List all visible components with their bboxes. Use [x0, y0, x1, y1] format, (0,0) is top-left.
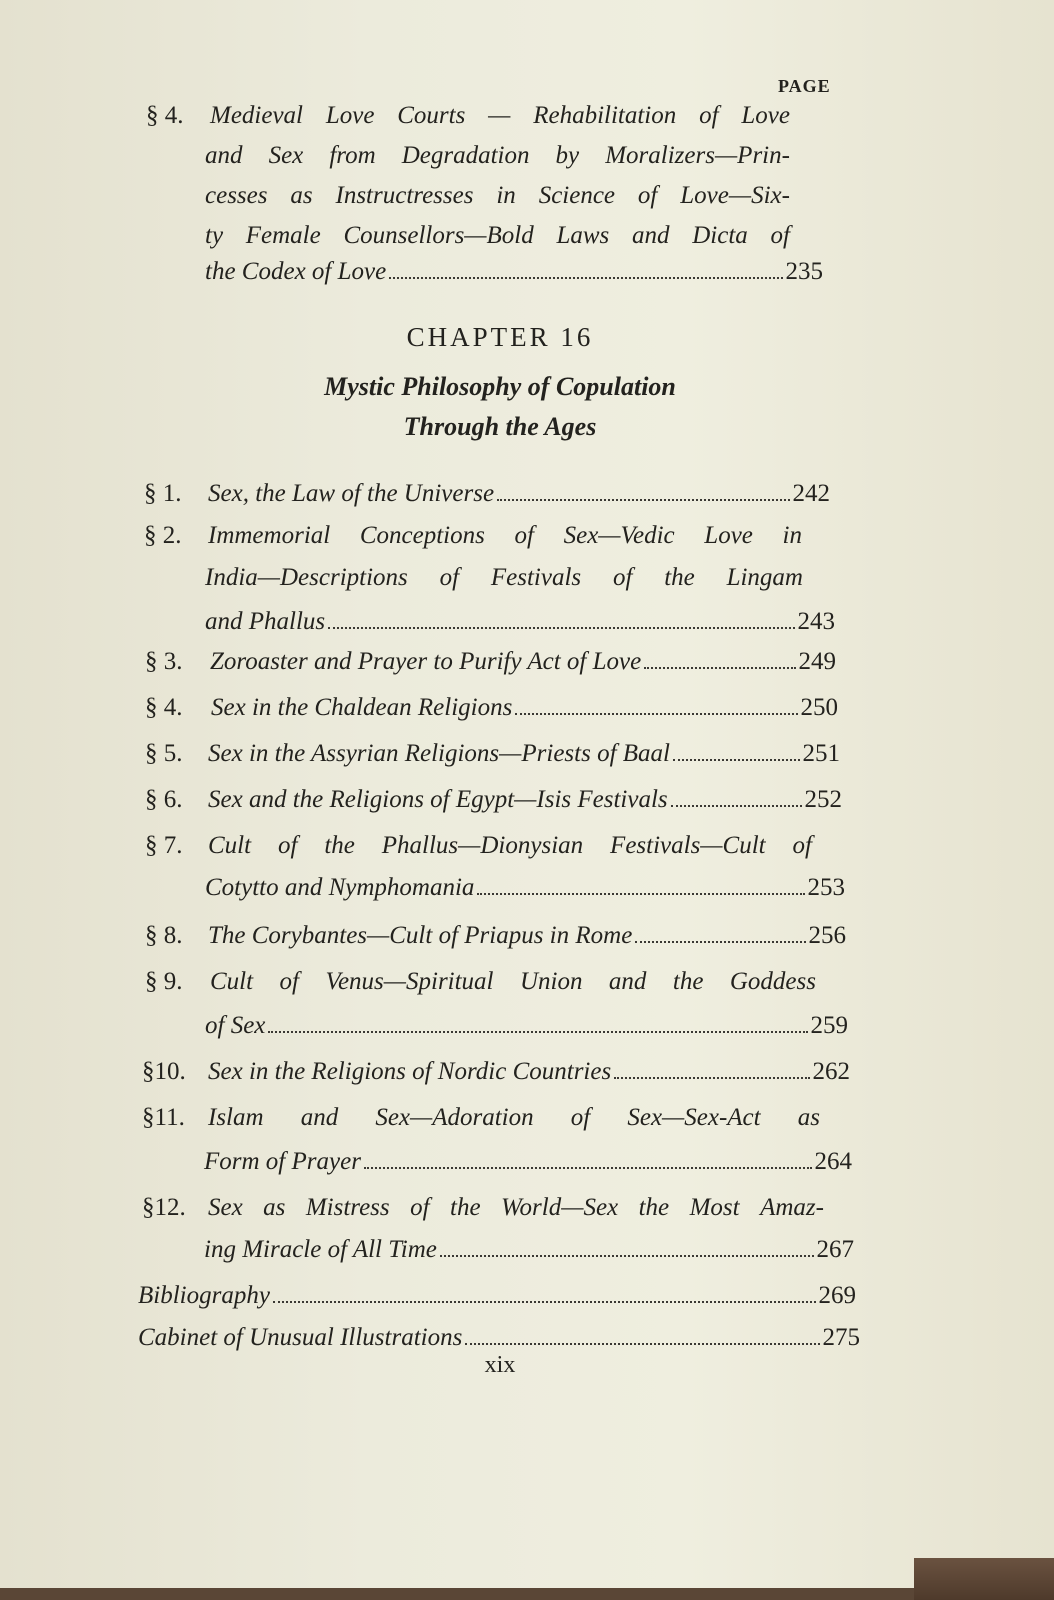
entry-line-with-leader: and Phallus 243 [205, 602, 835, 642]
word: Sex—Vedic [563, 522, 675, 549]
entry-line-with-leader: ing Miracle of All Time 267 [204, 1230, 854, 1270]
entry-line [208, 826, 812, 866]
entry-line [208, 1188, 824, 1228]
word: Amaz- [760, 1194, 824, 1221]
section-number: § 1. [144, 480, 182, 507]
word: Counsellors—Bold [343, 222, 534, 249]
word: Laws [556, 222, 610, 249]
word: Phallus—Dionysian [381, 832, 584, 859]
page-number: 250 [800, 694, 838, 721]
word: in [496, 182, 516, 209]
dot-leader [497, 499, 789, 501]
section-number: §12. [142, 1194, 186, 1221]
word: Moralizers—Prin- [605, 142, 790, 169]
word: from [329, 142, 376, 169]
word: World—Sex [501, 1194, 619, 1221]
page-number: 262 [812, 1058, 850, 1085]
word: Festivals—Cult [610, 832, 766, 859]
word: Love [704, 522, 753, 549]
entry-line [210, 96, 790, 136]
word: and [205, 142, 243, 169]
word: Cult [210, 968, 254, 995]
word: Degradation [401, 142, 530, 169]
word: Mistress [305, 1194, 390, 1221]
word: — [488, 102, 511, 129]
page-number: 243 [797, 608, 835, 635]
word: the [324, 832, 355, 859]
word: Medieval [210, 102, 304, 129]
word: Love [325, 102, 375, 129]
dot-leader [273, 1301, 816, 1303]
word: Rehabilitation [533, 102, 677, 129]
word: Science [538, 182, 616, 209]
word: Love [741, 102, 790, 129]
entry-line-with-leader: Sex in the Chaldean Religions 250 [211, 688, 838, 728]
section-number: § 4. [145, 694, 183, 721]
word: Courts [397, 102, 466, 129]
word: Conceptions [359, 522, 485, 549]
section-number: §11. [142, 1104, 185, 1131]
section-number: § 9. [145, 968, 183, 995]
page-number: 269 [818, 1282, 856, 1309]
section-number: § 5. [145, 740, 183, 767]
page-folio: xix [484, 1352, 516, 1378]
word: Islam [208, 1104, 264, 1131]
entry-line [205, 176, 790, 216]
word: as [797, 1104, 820, 1131]
page-number: 259 [810, 1012, 848, 1039]
word: Union [519, 968, 583, 995]
word: of [410, 1194, 430, 1221]
word: the [638, 1194, 670, 1221]
dot-leader [389, 277, 782, 279]
word: and [608, 968, 647, 995]
chapter-heading: CHAPTER 16 [406, 322, 594, 352]
word: the [672, 968, 704, 995]
entry-line [210, 962, 816, 1002]
word: of [570, 1104, 591, 1131]
word: Sex—Adoration [375, 1104, 534, 1131]
word: and [632, 222, 670, 249]
entry-line-with-leader: Zoroaster and Prayer to Purify Act of Love 249 [210, 642, 836, 682]
dot-leader [644, 667, 795, 669]
dot-leader [515, 713, 797, 715]
section-number: § 7. [145, 832, 183, 859]
word: ty [205, 222, 224, 249]
section-number: § 3. [145, 648, 183, 675]
section-number: §10. [142, 1058, 186, 1085]
word: Sex [208, 1194, 243, 1221]
word: of [699, 102, 719, 129]
word: of [514, 522, 534, 549]
page-number: 251 [802, 740, 840, 767]
page-number: 242 [792, 480, 830, 507]
section-number: § 4. [146, 102, 184, 129]
dot-leader [635, 941, 805, 943]
page-number: 264 [814, 1148, 852, 1175]
page-number: 275 [822, 1324, 860, 1351]
entry-line-with-leader: Sex, the Law of the Universe 242 [208, 474, 830, 514]
word: India—Descriptions [205, 564, 408, 591]
entry-line-with-leader: Form of Prayer 264 [204, 1142, 852, 1182]
dot-leader [477, 893, 804, 895]
section-number: § 6. [145, 786, 183, 813]
section-number: § 8. [145, 922, 183, 949]
dot-leader [268, 1031, 807, 1033]
entry-line-with-leader: the Codex of Love 235 [205, 252, 823, 292]
word: Cult [208, 832, 252, 859]
word: of [439, 564, 460, 591]
page-number: 267 [816, 1236, 854, 1263]
entry-line-with-leader: The Corybantes—Cult of Priapus in Rome 256 [208, 916, 846, 956]
word: and [300, 1104, 339, 1131]
dot-leader [440, 1255, 814, 1257]
section-number: § 2. [144, 522, 182, 549]
entry-line [205, 216, 790, 256]
word: Festivals [490, 564, 582, 591]
word: Goddess [729, 968, 816, 995]
word: of [279, 968, 299, 995]
word: cesses [205, 182, 268, 209]
dot-leader [465, 1343, 819, 1345]
page-number: 252 [804, 786, 842, 813]
entry-line-with-leader: of Sex 259 [205, 1006, 848, 1046]
page-number: 256 [808, 922, 846, 949]
entry-line-with-leader: Cotytto and Nymphomania 253 [205, 868, 845, 908]
page-number: 235 [785, 258, 823, 285]
page-number: 253 [807, 874, 845, 901]
word: the [450, 1194, 481, 1221]
entry-line [208, 1098, 820, 1138]
entry-line-with-leader: Sex in the Assyrian Religions—Priests of Baal 251 [208, 734, 840, 774]
word: Most [689, 1194, 740, 1221]
word: of [612, 564, 633, 591]
dot-leader [328, 627, 794, 629]
word: Venus—Spiritual [325, 968, 494, 995]
entry-line-with-leader: Sex in the Religions of Nordic Countries 262 [208, 1052, 850, 1092]
entry-line [208, 516, 802, 556]
word: of [770, 222, 790, 249]
word: Sex [268, 142, 304, 169]
word: Female [245, 222, 321, 249]
chapter-title-line-1: Mystic Philosophy of Copulation [324, 372, 676, 401]
word: of [637, 182, 658, 209]
entry-line [205, 136, 790, 176]
word: Sex—Sex-Act [627, 1104, 761, 1131]
word: Dicta [692, 222, 748, 249]
entry-line [205, 558, 803, 598]
dot-leader [614, 1077, 809, 1079]
word: the [664, 564, 695, 591]
word: Instructresses [335, 182, 474, 209]
dot-leader [364, 1167, 812, 1169]
word: Lingam [726, 564, 803, 591]
entry-line-with-leader: Bibliography 269 [138, 1276, 856, 1316]
word: in [782, 522, 802, 549]
word: Love—Six- [680, 182, 790, 209]
word: of [792, 832, 812, 859]
page-column-label: PAGE [778, 76, 831, 96]
page-number: 249 [798, 648, 836, 675]
word: Immemorial [208, 522, 331, 549]
entry-line-with-leader: Sex and the Religions of Egypt—Isis Festivals 252 [208, 780, 842, 820]
word: as [290, 182, 313, 209]
dot-leader [671, 805, 802, 807]
dot-leader [673, 759, 800, 761]
chapter-title-line-2: Through the Ages [403, 412, 597, 441]
word: as [263, 1194, 286, 1221]
word: of [277, 832, 298, 859]
table-surface [914, 1558, 1054, 1600]
entry-line-with-leader: Cabinet of Unusual Illustrations 275 [138, 1318, 860, 1358]
word: by [555, 142, 580, 169]
